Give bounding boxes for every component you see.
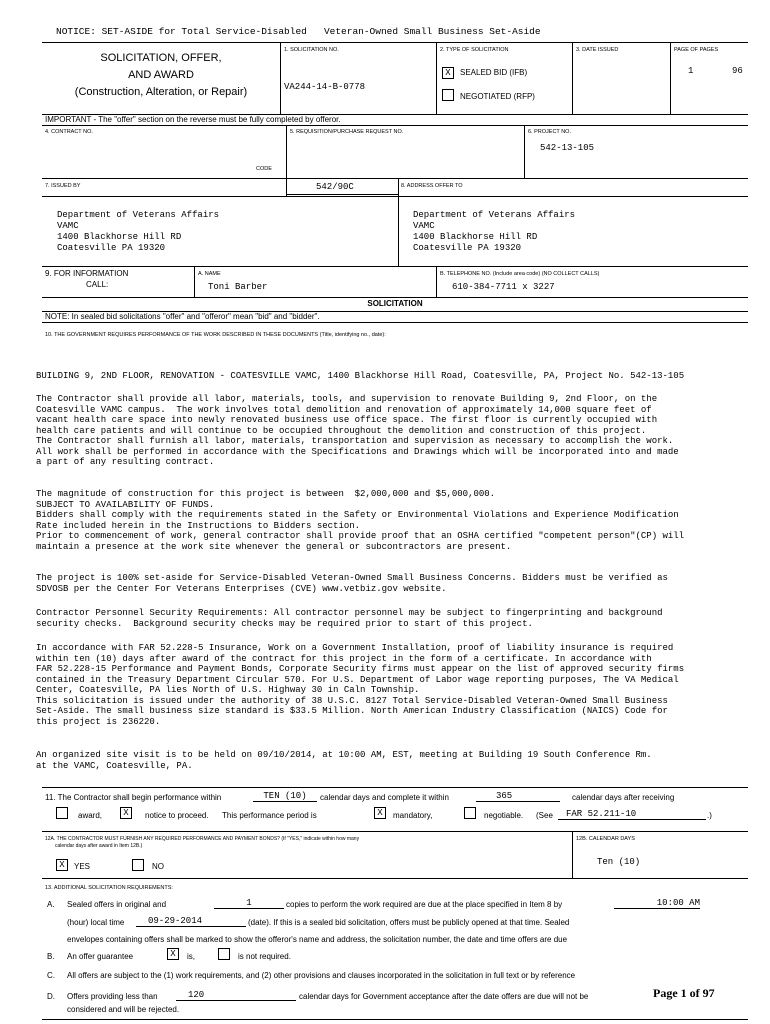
bonds-yes-label: YES xyxy=(74,862,91,871)
sealed-bid-checkbox[interactable]: X xyxy=(442,67,454,79)
see-clause-text: (See xyxy=(536,811,553,820)
solicitation-no-label: 1. SOLICITATION NO. xyxy=(284,47,339,53)
item-d-text2: calendar days for Government acceptance after the date offers are due will not be xyxy=(299,992,589,1001)
mandatory-checkbox[interactable]: X xyxy=(374,807,386,819)
project-no-label: 6. PROJECT NO. xyxy=(528,129,571,135)
award-checkbox[interactable] xyxy=(56,807,68,819)
requisition-no-label: 5. REQUISITION/PURCHASE REQUEST NO. xyxy=(290,129,404,135)
address-offer-to-label: 8. ADDRESS OFFER TO xyxy=(401,183,463,189)
item-c-text: All offers are subject to the (1) work requirements, and (2) other provisions and clauses incorporated in the solicitation in full text or by reference xyxy=(67,971,576,980)
performance-text-b: calendar days and complete it within xyxy=(320,793,449,802)
address-offer-line3: 1400 Blackhorse Hill RD xyxy=(413,232,538,242)
form-top-border xyxy=(42,42,748,43)
contract-code-label: CODE xyxy=(256,166,272,172)
guarantee-is-label: is, xyxy=(187,952,195,961)
sealed-bid-note: NOTE: In sealed bid solicitations "offer" and "offeror" mean "bid" and "bidder". xyxy=(45,312,320,321)
security-paragraph: Contractor Personnel Security Requirements: All contractor personnel may be subject to fingerprinting and background security checks. Background security checks may be required prior to start of this project. xyxy=(36,608,663,629)
bonds-no-checkbox[interactable] xyxy=(132,859,144,871)
magnitude-paragraph: The magnitude of construction for this project is between $2,000,000 and $5,000,000. SUBJECT TO AVAILABILITY OF FUNDS. Bidders shall comply with the requirements stated in the Safety or Environmental Violations and Experience Modification Rate included herein in the Instructions to Bidders section. Prior to commencement of work, general contractor shall provide proof that an OSHA certified "competent person"(CP) will maintain a presence at the work site whenever the general or subcontractors are present. xyxy=(36,489,685,552)
solicitation-no-value[interactable]: VA244-14-B-0778 xyxy=(284,82,366,92)
negotiated-label: NEGOTIATED (RFP) xyxy=(460,92,535,101)
project-title: BUILDING 9, 2ND FLOOR, RENOVATION - COATESVILLE VAMC, 1400 Blackhorse Hill Road, Coatesville, PA, Project No. 542-13-105 xyxy=(36,371,685,381)
issued-by-line1: Department of Veterans Affairs xyxy=(57,210,220,220)
performance-text-c: calendar days after receiving xyxy=(572,793,675,802)
page-number: 1 xyxy=(688,66,694,76)
item-c-letter: C. xyxy=(47,971,55,980)
issued-by-line2: VAMC xyxy=(57,221,79,231)
total-pages: 96 xyxy=(732,66,743,76)
item-a-text1: Sealed offers in original and xyxy=(67,900,167,909)
telephone-label: B. TELEPHONE NO. (Include area code) (NO COLLECT CALLS) xyxy=(440,271,600,277)
guarantee-not-required-label: is not required. xyxy=(238,952,291,961)
issued-by-line3: 1400 Blackhorse Hill RD xyxy=(57,232,182,242)
form-title-line3: (Construction, Alteration, or Repair) xyxy=(74,86,248,98)
set-aside-notice: NOTICE: SET-ASIDE for Total Service-Disabled Veteran-Owned Small Business Set-Aside xyxy=(56,26,541,37)
bonds-label-line2: calendar days after award in Item 12B.) xyxy=(55,843,143,849)
telephone-number: 610-384-7711 x 3227 xyxy=(452,282,555,292)
item-a-letter: A. xyxy=(47,900,55,909)
performance-text-a: 11. The Contractor shall begin performance within xyxy=(45,793,222,802)
performance-period-text: This performance period is xyxy=(222,811,317,820)
address-offer-line4: Coatesville PA 19320 xyxy=(413,243,522,253)
item-a-text5: envelopes containing offers shall be marked to show the offeror's name and address, the solicitation number, the date and time offers are due xyxy=(67,935,568,944)
item-b-letter: B. xyxy=(47,952,55,961)
work-description-label: 10. THE GOVERNMENT REQUIRES PERFORMANCE OF THE WORK DESCRIBED IN THESE DOCUMENTS (Title, identifying no., date): xyxy=(45,332,386,338)
form-title-line1: SOLICITATION, OFFER, xyxy=(100,52,222,64)
date-issued-label: 3. DATE ISSUED xyxy=(576,47,619,53)
item-d-text3: considered and will be rejected. xyxy=(67,1005,180,1014)
site-visit-paragraph: An organized site visit is to be held on 09/10/2014, at 10:00 AM, EST, meeting at Building 19 South Conference Rm. at the VAMC, Coatesville, PA. xyxy=(36,750,652,771)
item-a-text3: (hour) local time xyxy=(67,918,125,927)
info-call-label-line1: 9. FOR INFORMATION xyxy=(45,269,129,278)
bonds-no-label: NO xyxy=(152,862,164,871)
issued-by-code: 542/90C xyxy=(316,182,354,192)
guarantee-is-checkbox[interactable]: X xyxy=(167,948,179,960)
item-a-text4: (date). If this is a sealed bid solicitation, offers must be publicly opened at that time. Sealed xyxy=(248,918,570,927)
info-call-label-line2: CALL: xyxy=(86,280,109,289)
copies-field[interactable]: 1 xyxy=(214,898,284,909)
item-d-text1: Offers providing less than xyxy=(67,992,158,1001)
award-label: award, xyxy=(78,811,103,820)
important-note: IMPORTANT - The "offer" section on the reverse must be fully completed by offeror. xyxy=(45,115,341,124)
begin-days-field[interactable]: TEN (10) xyxy=(253,791,317,802)
type-of-solicitation-label: 2. TYPE OF SOLICITATION xyxy=(440,47,509,53)
insurance-paragraph: In accordance with FAR 52.228-5 Insurance, Work on a Government Installation, proof of liability insurance is required within ten (10) days after award of the contract for this project in the form of a certificate. In accordance with FAR 52.228-15 Performance and Payment Bonds, Corporate Security firms must appear on the list of approved security firms contained in the Treasury Department Circular 570. For U.S. Department of Labor wage reporting purposes, The VA Medical Center, Coatesville, PA lies North of U.S. Highway 30 in Caln Township. This solicitation is issued under the authority of 38 U.S.C. 8127 Total Service-Disabled Veteran-Owned Small Business Set-Aside. The small business size standard is $33.5 Million. North American Industry Classification (NAICS) Code for this project is 236220. xyxy=(36,643,685,727)
notice-to-proceed-checkbox[interactable]: X xyxy=(120,807,132,819)
issued-by-label: 7. ISSUED BY xyxy=(45,183,81,189)
acceptance-days-field[interactable]: 120 xyxy=(176,990,296,1001)
project-no-value[interactable]: 542-13-105 xyxy=(540,143,595,153)
issued-by-line4: Coatesville PA 19320 xyxy=(57,243,166,253)
solicitation-heading: SOLICITATION xyxy=(367,299,423,308)
address-offer-line1: Department of Veterans Affairs xyxy=(413,210,576,220)
contact-name-label: A. NAME xyxy=(198,271,221,277)
additional-requirements-label: 13. ADDITIONAL SOLICITATION REQUIREMENTS: xyxy=(45,885,173,891)
complete-days-field[interactable]: 365 xyxy=(476,791,560,802)
due-date-field[interactable]: 09-29-2014 xyxy=(136,916,246,927)
page-of-pages-label: PAGE OF PAGES xyxy=(674,47,719,53)
form-bottom-border xyxy=(42,1019,748,1020)
item-d-letter: D. xyxy=(47,992,55,1001)
notice-to-proceed-label: notice to proceed. xyxy=(145,811,209,820)
mandatory-label: mandatory, xyxy=(393,811,433,820)
set-aside-paragraph: The project is 100% set-aside for Service-Disabled Veteran-Owned Small Business Concerns. Bidders must be verified as SDVOSB per the Center For Veterans Enterprises (CVE) www.vetbiz.gov website. xyxy=(36,573,668,594)
calendar-days-value[interactable]: Ten (10) xyxy=(597,857,641,867)
address-offer-line2: VAMC xyxy=(413,221,435,231)
guarantee-not-required-checkbox[interactable] xyxy=(218,948,230,960)
contact-name: Toni Barber xyxy=(208,282,268,292)
due-time-field[interactable]: 10:00 AM xyxy=(614,898,700,909)
negotiated-checkbox[interactable] xyxy=(442,89,454,101)
item-a-text2: copies to perform the work required are due at the place specified in Item 8 by xyxy=(286,900,563,909)
calendar-days-label: 12B. CALENDAR DAYS xyxy=(576,836,635,842)
page-footer: Page 1 of 97 xyxy=(653,986,715,1000)
negotiable-label: negotiable. xyxy=(484,811,524,820)
clause-close: .) xyxy=(707,811,712,820)
scope-of-work-paragraph: The Contractor shall provide all labor, materials, tools, and supervision to renovate Building 9, 2nd Floor, on the Coatesville VAMC campus. The work involves total demolition and renovation of approximately 14,000 square feet of vacant health care space into newly renovated business use office space. The first floor is currently occupied with health care patients and will continue to be occupied throughout the demolition and construction of this project. The Contractor shall furnish all labor, materials, transportation and supervision as necessary to accomplish the work. All work shall be performed in accordance with the Specifications and Drawings which will be incorporated into and made a part of any resulting contract. xyxy=(36,394,679,467)
bonds-label-line1: 12A. THE CONTRACTOR MUST FURNISH ANY REQUIRED PERFORMANCE AND PAYMENT BONDS? (If "YES," indicate within how many xyxy=(45,836,360,842)
item-b-text: An offer guarantee xyxy=(67,952,134,961)
contract-no-label: 4. CONTRACT NO. xyxy=(45,129,93,135)
clause-reference-field[interactable]: FAR 52.211-10 xyxy=(558,809,706,820)
form-title-line2: AND AWARD xyxy=(128,69,194,81)
negotiable-checkbox[interactable] xyxy=(464,807,476,819)
sealed-bid-label: SEALED BID (IFB) xyxy=(460,68,528,77)
bonds-yes-checkbox[interactable]: X xyxy=(56,859,68,871)
